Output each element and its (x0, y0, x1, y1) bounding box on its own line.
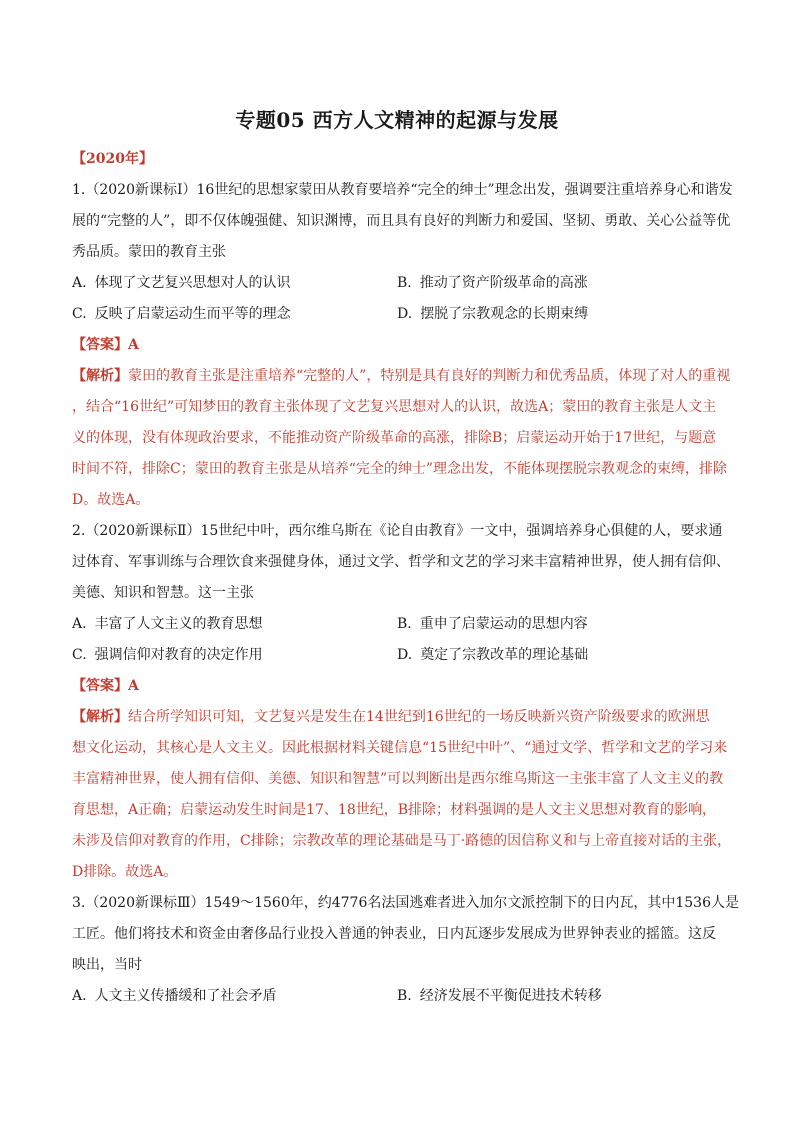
option-b: B. 推动了资产阶级革命的高涨 (397, 275, 588, 291)
analysis-line: 【解析】蒙田的教育主张是注重培养“完整的人”，特别是具有良好的判断力和优秀品质，体现了对人的重视 (72, 368, 731, 384)
option-c: C. 反映了启蒙运动生而平等的理念 (72, 306, 291, 322)
analysis-line: 【解析】结合所学知识可知，文艺复兴是发生在14世纪到16世纪的一场反映新兴资产阶级要求的欧洲思 (72, 709, 710, 725)
option-b: B. 重申了启蒙运动的思想内容 (397, 616, 588, 632)
question-text-line: 秀品质。蒙田的教育主张 (72, 244, 226, 260)
analysis-tag: 【解析】 (72, 709, 128, 725)
option-d: D. 奠定了宗教改革的理论基础 (397, 647, 589, 663)
analysis-line: 丰富精神世界，使人拥有信仰、美德、知识和智慧”可以判断出是西尔维乌斯这一主张丰富了人文主义的教 (72, 771, 724, 787)
option-row (72, 640, 724, 671)
option-b: B. 经济发展不平衡促进技术转移 (397, 988, 602, 1004)
option-a: A. 体现了文艺复兴思想对人的认识 (72, 275, 291, 291)
option-row (72, 299, 724, 330)
question-2 (72, 516, 732, 888)
analysis-tag: 【解析】 (72, 368, 128, 384)
option-a: A. 丰富了人文主义的教育思想 (72, 616, 263, 632)
question-text-line: 映出，当时 (72, 957, 142, 973)
question-1 (72, 175, 733, 516)
document-content (72, 144, 740, 1012)
question-text-line: 1.（2020新课标Ⅰ）16世纪的思想家蒙田从教育要培养“完全的绅士”理念出发，强调要注重培养身心和谐发 (72, 182, 733, 198)
answer-label: 【答案】A (72, 337, 139, 353)
option-a: A. 人文主义传播缓和了社会矛盾 (72, 988, 277, 1004)
page-title: 专题05 西方人文精神的起源与发展 (235, 108, 559, 132)
question-text-line: 工匠。他们将技术和资金由奢侈品行业投入普通的钟表业，日内瓦逐步发展成为世界钟表业的摇篮。这反 (72, 926, 716, 942)
option-d: D. 摆脱了宗教观念的长期束缚 (397, 306, 589, 322)
analysis-line: D排除。故选A。 (72, 864, 178, 880)
option-row (72, 268, 724, 299)
analysis-line: D。故选A。 (72, 492, 150, 508)
analysis-line: ，结合“16世纪”可知梦田的教育主张体现了文艺复兴思想对人的认识，故选A；蒙田的教育主张是人文主 (72, 399, 717, 415)
question-text-line: 美德、知识和智慧。这一主张 (72, 585, 254, 601)
question-text-line: 2.（2020新课标Ⅱ）15世纪中叶，西尔维乌斯在《论自由教育》一文中，强调培养身心俱健的人，要求通 (72, 523, 723, 539)
option-c: C. 强调信仰对教育的决定作用 (72, 647, 263, 663)
question-text-line: 展的“完整的人”，即不仅体魄强健、知识渊博，而且具有良好的判断力和爱国、坚韧、勇敢、关心公益等优 (72, 213, 731, 229)
answer-label: 【答案】A (72, 678, 139, 694)
question-text-line: 过体育、军事训练与合理饮食来强健身体，通过文学、哲学和文艺的学习来丰富精神世界，使人拥有信仰、 (72, 554, 730, 570)
analysis-line: 育思想，A正确；启蒙运动发生时间是17、18世纪，B排除；材料强调的是人文主义思想对教育的影响， (72, 802, 717, 818)
analysis-line: 义的体现，没有体现政治要求，不能推动资产阶级革命的高涨，排除B；启蒙运动开始于17世纪，与题意 (72, 430, 717, 446)
option-row (72, 981, 724, 1012)
question-text-line: 3.（2020新课标Ⅲ）1549～1560年，约4776名法国逃难者进入加尔文派控制下的日内瓦，其中1536人是 (72, 895, 740, 911)
analysis-line: 时间不符，排除C；蒙田的教育主张是从培养“完全的绅士”理念出发，不能体现摆脱宗教观念的束缚，排除 (72, 461, 728, 477)
analysis-line: 想文化运动，其核心是人文主义。因此根据材料关键信息“15世纪中叶”、“通过文学、哲学和文艺的学习来 (72, 740, 728, 756)
analysis-line: 未涉及信仰对教育的作用，C排除；宗教改革的理论基础是马丁·路德的因信称义和与上帝直接对话的主张， (72, 833, 732, 849)
option-row (72, 609, 724, 640)
question-3 (72, 888, 740, 1012)
year-tag: 【2020年】 (72, 151, 153, 167)
